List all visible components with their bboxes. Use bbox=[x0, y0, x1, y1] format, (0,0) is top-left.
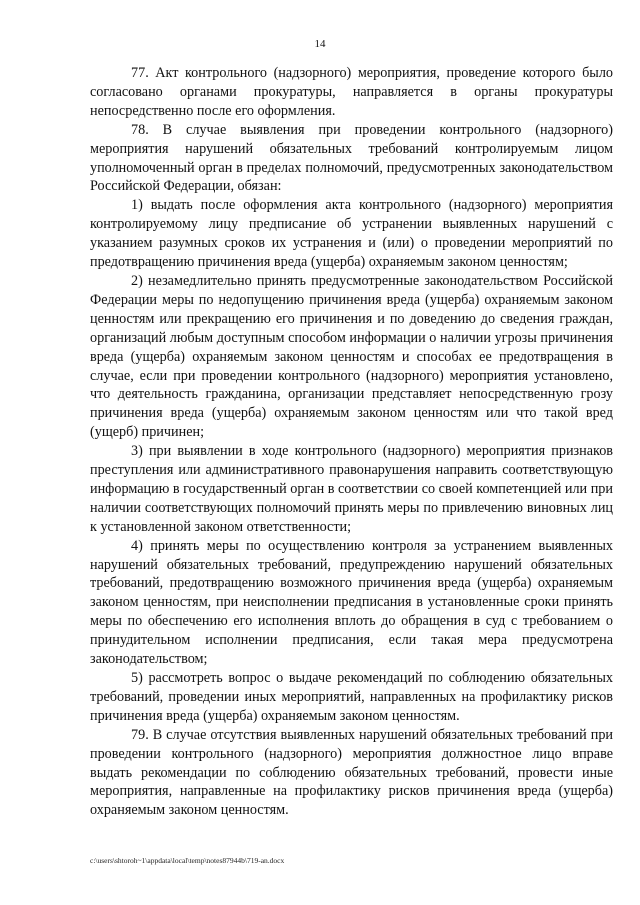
page-number: 14 bbox=[314, 38, 326, 50]
list-item-5: 5) рассмотреть вопрос о выдаче рекомендаций по соблюдению обязательных требований, проведении иных мероприятий, направленных на профилактику рисков причинения вреда (ущерба) охраняемым законом ценностям. bbox=[90, 670, 613, 724]
paragraph-78: 78. В случае выявления при проведении контрольного (надзорного) мероприятия нарушений обязательных требований контролируемым лицом уполномоченный орган в пределах полномочий, предусмотренных законодательством Российской Федерации, обязан: bbox=[90, 121, 613, 195]
list-item-4: 4) принять меры по осуществлению контроля за устранением выявленных нарушений обязательных требований, предупреждению нарушений обязательных требований, предотвращению возможного причинения вреда (ущерба) охраняемым законом ценностям, при неисполнении предписания в установленные сроки принять меры по обеспечению его исполнения вплоть до обращения в суд с требованием о принудительном исполнении предписания, если такая мера предусмотрена законодательством; bbox=[90, 537, 613, 668]
list-item-3: 3) при выявлении в ходе контрольного (надзорного) мероприятия признаков преступления или административного правонарушения направить соответствующую информацию в государственный орган в соответствии со своей компетенцией или при наличии соответствующих полномочий принять меры по привлечению виновных лиц к установленной законом ответственности; bbox=[90, 443, 613, 535]
paragraph-79: 79. В случае отсутствия выявленных нарушений обязательных требований при проведении контрольного (надзорного) мероприятия должностное лицо вправе выдать рекомендации по соблюдению обязательных требований, провести иные мероприятия, направленные на профилактику рисков причинения вреда (ущерба) охраняемым законом ценностям. bbox=[90, 726, 613, 819]
footer-file-path: c:\users\shtoroh~1\appdata\local\temp\notes87944b\719-an.docx bbox=[90, 856, 285, 865]
list-item-1: 1) выдать после оформления акта контрольного (надзорного) мероприятия контролируемому лицу предписание об устранении выявленных нарушений с указанием разумных сроков их устранения и (или) о проведении мероприятий по предотвращению причинения вреда (ущерба) охраняемым законом ценностям; bbox=[90, 197, 613, 271]
paragraph-77: 77. Акт контрольного (надзорного) мероприятия, проведение которого было согласовано органами прокуратуры, направляется в органы прокуратуры непосредственно после его оформления. bbox=[90, 65, 613, 119]
document-body bbox=[90, 64, 613, 820]
list-item-2: 2) незамедлительно принять предусмотренные законодательством Российской Федерации меры по недопущению причинения вреда (ущерба) охраняемым законом ценностям или прекращению его причинения и по доведению до сведения граждан, организаций любым доступным способом информации о наличии угрозы причинения вреда (ущерба) охраняемым законом ценностям и способах ее предотвращения в случае, если при проведении контрольного (надзорного) мероприятия установлено, что деятельность гражданина, организации представляет непосредственную грозу причинения вреда (ущерба) охраняемым законом ценностям или что такой вред (ущерб) причинен; bbox=[90, 272, 613, 441]
